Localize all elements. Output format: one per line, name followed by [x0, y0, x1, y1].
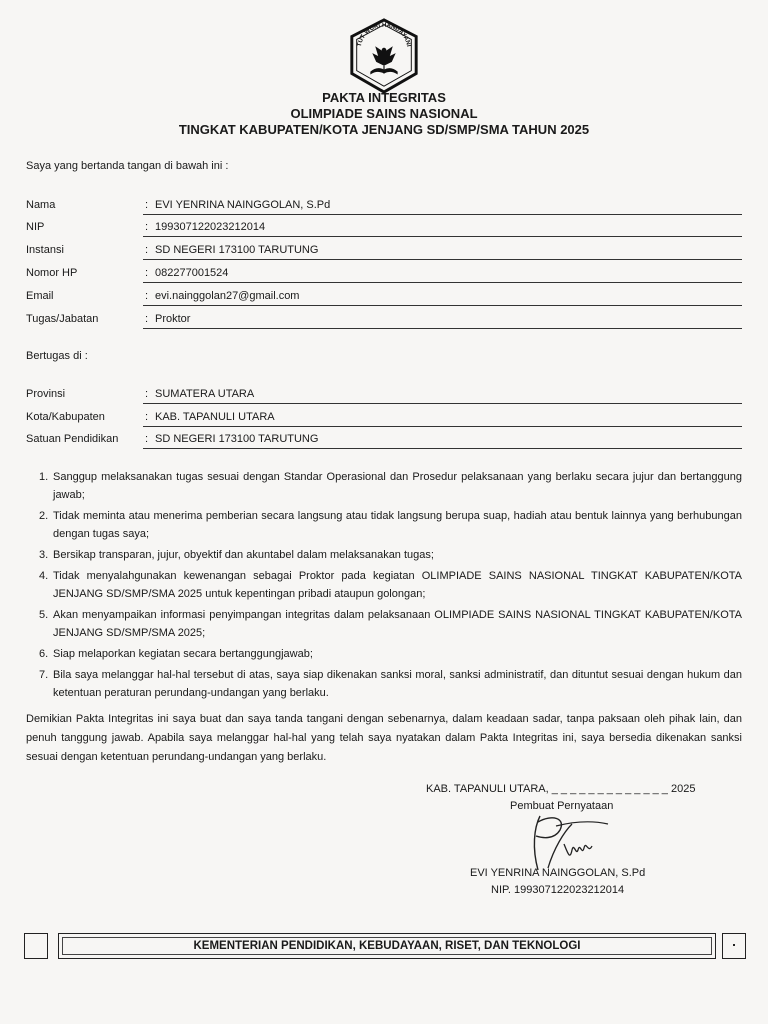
field-underline [143, 236, 742, 237]
field-label: Instansi [26, 244, 64, 256]
field-value: evi.nainggolan27@gmail.com [155, 290, 300, 302]
field-label: Satuan Pendidikan [26, 433, 119, 445]
field-colon: : [145, 313, 149, 325]
field-label: NIP [26, 221, 45, 233]
field-colon: : [145, 388, 149, 400]
field-colon: : [145, 221, 149, 233]
statement-text: Tidak meminta atau menerima pemberian secara langsung atau tidak langsung berupa suap, hadiah atau bentuk lainnya yang berhubungan dengan tugas saya; [53, 510, 742, 540]
field-colon: : [145, 433, 149, 445]
field-label: Email [26, 290, 54, 302]
field-underline [143, 214, 742, 215]
field-tugas-jabatan [26, 313, 742, 335]
closing-paragraph: Demikian Pakta Integritas ini saya buat dan saya tanda tangani dengan sebenarnya, dalam keadaan sadar, tanpa paksaan oleh pihak lain, dan penuh tanggung jawab. Apabila saya melanggar hal-hal yang telah saya nyatakan dalam Pakta Integritas ini, saya bersedia dikenakan sanksi sesuai dengan ketentuan perundang-undangan yang berlaku. [26, 713, 742, 763]
field-underline [143, 448, 742, 449]
title-line-3: TINGKAT KABUPATEN/KOTA JENJANG SD/SMP/SMA TAHUN 2025 [178, 122, 590, 137]
statement-item [26, 606, 742, 642]
statement-item [26, 468, 742, 504]
statement-text: Sanggup melaksanakan tugas sesuai dengan Standar Operasional dan Prosedur pelaksanaan yang berlaku secara jujur dan bertanggung jawab; [53, 471, 742, 501]
field-colon: : [145, 199, 149, 211]
field-value: SUMATERA UTARA [155, 388, 255, 400]
statement-item [26, 507, 742, 543]
footer-box-left [24, 933, 48, 959]
field-nip [26, 221, 742, 243]
field-underline [143, 426, 742, 427]
statement-text: Siap melaporkan kegiatan secara bertanggungjawab; [53, 648, 313, 660]
duty-heading: Bertugas di : [26, 350, 88, 362]
tut-wuri-handayani-logo [345, 17, 423, 95]
field-value: SD NEGERI 173100 TARUTUNG [155, 244, 319, 256]
signatory-nip: NIP. 199307122023212014 [491, 884, 625, 896]
place-date: KAB. TAPANULI UTARA, _ _ _ _ _ _ _ _ _ _ _ _ _ 2025 [426, 783, 696, 795]
statement-number: 3. [39, 549, 49, 561]
field-nomor-hp [26, 267, 742, 289]
footer-box-right [722, 933, 746, 959]
field-label: Nomor HP [26, 267, 78, 279]
title-line-2: OLIMPIADE SAINS NASIONAL [290, 106, 478, 121]
footer-banner [58, 933, 716, 959]
field-label: Tugas/Jabatan [26, 313, 99, 325]
statement-text: Bila saya melanggar hal-hal tersebut di atas, saya siap dikenakan sanksi moral, sanksi administratif, dan dituntut sesuai dengan hukum dan ketentuan peraturan perundang-undangan yang berlaku. [53, 669, 742, 699]
field-provinsi [26, 388, 742, 410]
field-label: Kota/Kabupaten [26, 411, 105, 423]
field-underline [143, 403, 742, 404]
field-underline [143, 305, 742, 306]
field-value: KAB. TAPANULI UTARA [155, 411, 275, 423]
svg-text:TUT WURI HANDAYANI: TUT WURI HANDAYANI [356, 22, 412, 48]
statement-item [26, 645, 742, 663]
footer-dot [733, 944, 735, 946]
field-underline [143, 328, 742, 329]
statement-text: Bersikap transparan, jujur, obyektif dan akuntabel dalam melaksanakan tugas; [53, 549, 434, 561]
field-value: EVI YENRINA NAINGGOLAN, S.Pd [155, 199, 331, 211]
statement-text: Akan menyampaikan informasi penyimpangan integritas dalam pelaksanaan OLIMPIADE SAINS NASIONAL TINGKAT KABUPATEN/KOTA JENJANG SD/SMP/SMA 2025; [53, 609, 742, 639]
title-line-1: PAKTA INTEGRITAS [322, 90, 446, 105]
field-nama [26, 199, 742, 221]
field-underline [143, 259, 742, 260]
statement-number: 1. [39, 471, 49, 483]
field-colon: : [145, 290, 149, 302]
field-label: Provinsi [26, 388, 66, 400]
field-underline [143, 282, 742, 283]
field-label: Nama [26, 199, 56, 211]
field-value: SD NEGERI 173100 TARUTUNG [155, 433, 319, 445]
field-colon: : [145, 267, 149, 279]
field-email [26, 290, 742, 312]
field-colon: : [145, 244, 149, 256]
signatory-role: Pembuat Pernyataan [510, 800, 614, 812]
statement-item [26, 567, 742, 603]
document-title [0, 90, 768, 138]
field-kota-kabupaten [26, 411, 742, 433]
statement-list [26, 468, 742, 705]
field-satuan-pendidikan [26, 433, 742, 455]
field-value: 082277001524 [155, 267, 229, 279]
statement-item [26, 546, 742, 564]
ministry-name: KEMENTERIAN PENDIDIKAN, KEBUDAYAAN, RISET, DAN TEKNOLOGI [62, 937, 712, 955]
intro-statement: Saya yang bertanda tangan di bawah ini : [26, 160, 229, 172]
statement-number: 4. [39, 570, 49, 582]
statement-item [26, 666, 742, 702]
field-colon: : [145, 411, 149, 423]
statement-number: 6. [39, 648, 49, 660]
statement-number: 5. [39, 609, 49, 621]
field-instansi [26, 244, 742, 266]
field-value: 199307122023212014 [155, 221, 266, 233]
signatory-name: EVI YENRINA NAINGGOLAN, S.Pd [470, 867, 646, 879]
statement-number: 2. [39, 510, 49, 522]
statement-text: Tidak menyalahgunakan kewenangan sebagai Proktor pada kegiatan OLIMPIADE SAINS NASIONAL TINGKAT KABUPATEN/KOTA JENJANG SD/SMP/SMA 2025 untuk kepentingan pribadi ataupun golongan; [53, 570, 742, 600]
statement-number: 7. [39, 669, 49, 681]
field-value: Proktor [155, 313, 191, 325]
